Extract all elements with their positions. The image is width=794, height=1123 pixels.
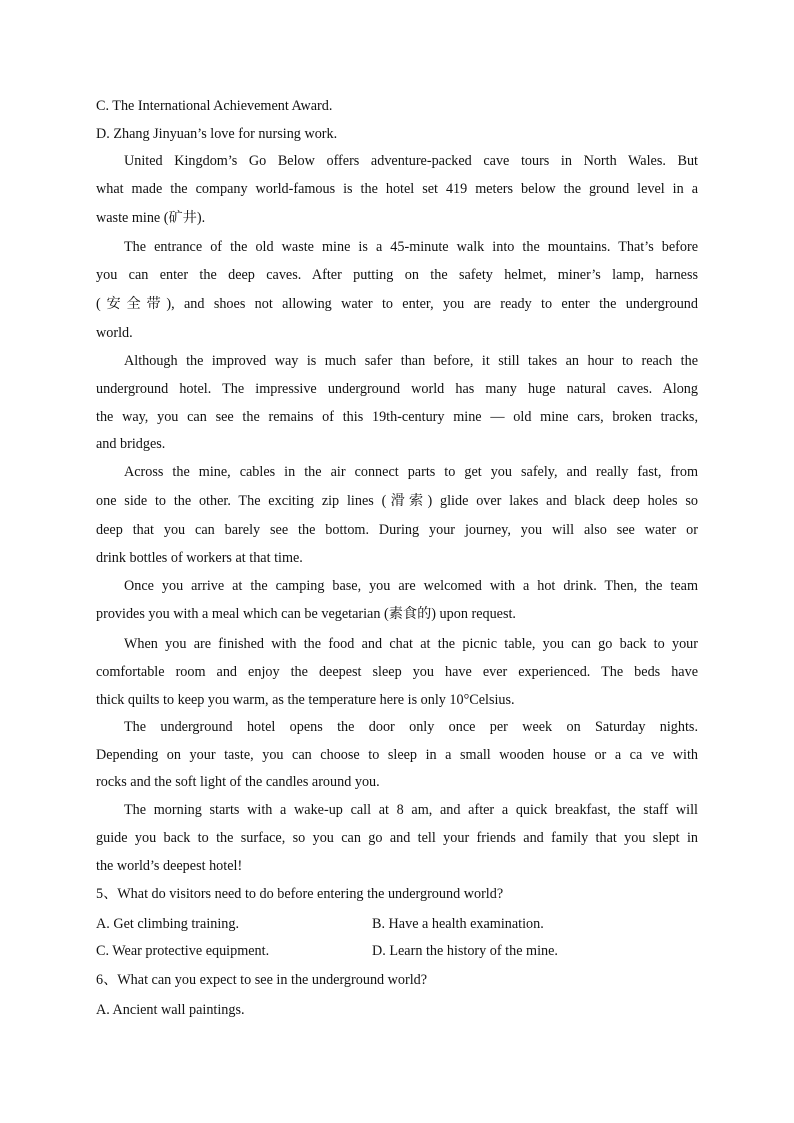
passage-line: what made the company world-famous is the hotel set 419 meters below the ground level in a (96, 181, 698, 197)
option-a: A. Ancient wall paintings. (96, 1002, 245, 1018)
option-c: C. The International Achievement Award. (96, 98, 333, 114)
option-c: C. Wear protective equipment. (96, 943, 270, 959)
passage-line: one side to the other. The exciting zip lines (滑索) glide over lakes and black deep holes so (96, 493, 698, 509)
passage-line: The entrance of the old waste mine is a 45-minute walk into the mountains. That’s before (124, 239, 698, 255)
passage-line: Across the mine, cables in the air connect parts to get you safely, and really fast, from (124, 464, 698, 480)
option-b: B. Have a health examination. (372, 916, 544, 932)
passage-line: underground hotel. The impressive underground world has many huge natural caves. Along (96, 381, 698, 397)
passage-line: (安全带), and shoes not allowing water to enter, you are ready to enter the underground (96, 296, 698, 312)
passage-line: deep that you can barely see the bottom. During your journey, you will also see water or (96, 522, 698, 538)
option-a: A. Get climbing training. (96, 916, 240, 932)
passage-line: world. (96, 325, 133, 341)
option-d: D. Zhang Jinyuan’s love for nursing work. (96, 126, 338, 142)
option-d: D. Learn the history of the mine. (372, 943, 558, 959)
passage-line: Once you arrive at the camping base, you are welcomed with a hot drink. Then, the team (124, 578, 698, 594)
passage-line: guide you back to the surface, so you can go and tell your friends and family that you slept in (96, 830, 698, 846)
passage-line: waste mine (矿井). (96, 210, 206, 226)
question-stem: 5、What do visitors need to do before entering the underground world? (96, 886, 504, 902)
passage-line: Although the improved way is much safer than before, it still takes an hour to reach the (124, 353, 698, 369)
passage-line: When you are finished with the food and chat at the picnic table, you can go back to your (124, 636, 698, 652)
passage-line: and bridges. (96, 436, 166, 452)
passage-line: the world’s deepest hotel! (96, 858, 243, 874)
passage-line: you can enter the deep caves. After putting on the safety helmet, miner’s lamp, harness (96, 267, 698, 283)
passage-line: The morning starts with a wake-up call at 8 am, and after a quick breakfast, the staff will (124, 802, 698, 818)
passage-line: drink bottles of workers at that time. (96, 550, 303, 566)
passage-line: the way, you can see the remains of this 19th-century mine — old mine cars, broken tracks, (96, 409, 698, 425)
passage-line: thick quilts to keep you warm, as the temperature here is only 10°Celsius. (96, 692, 515, 708)
passage-line: comfortable room and enjoy the deepest sleep you have ever experienced. The beds have (96, 664, 698, 680)
question-stem: 6、What can you expect to see in the underground world? (96, 972, 428, 988)
passage-line: Depending on your taste, you can choose to sleep in a small wooden house or a ca ve with (96, 747, 698, 763)
passage-line: provides you with a meal which can be vegetarian (素食的) upon request. (96, 606, 516, 622)
passage-line: rocks and the soft light of the candles around you. (96, 774, 380, 790)
passage-line: United Kingdom’s Go Below offers adventure-packed cave tours in North Wales. But (124, 153, 698, 169)
passage-line: The underground hotel opens the door only once per week on Saturday nights. (124, 719, 698, 735)
